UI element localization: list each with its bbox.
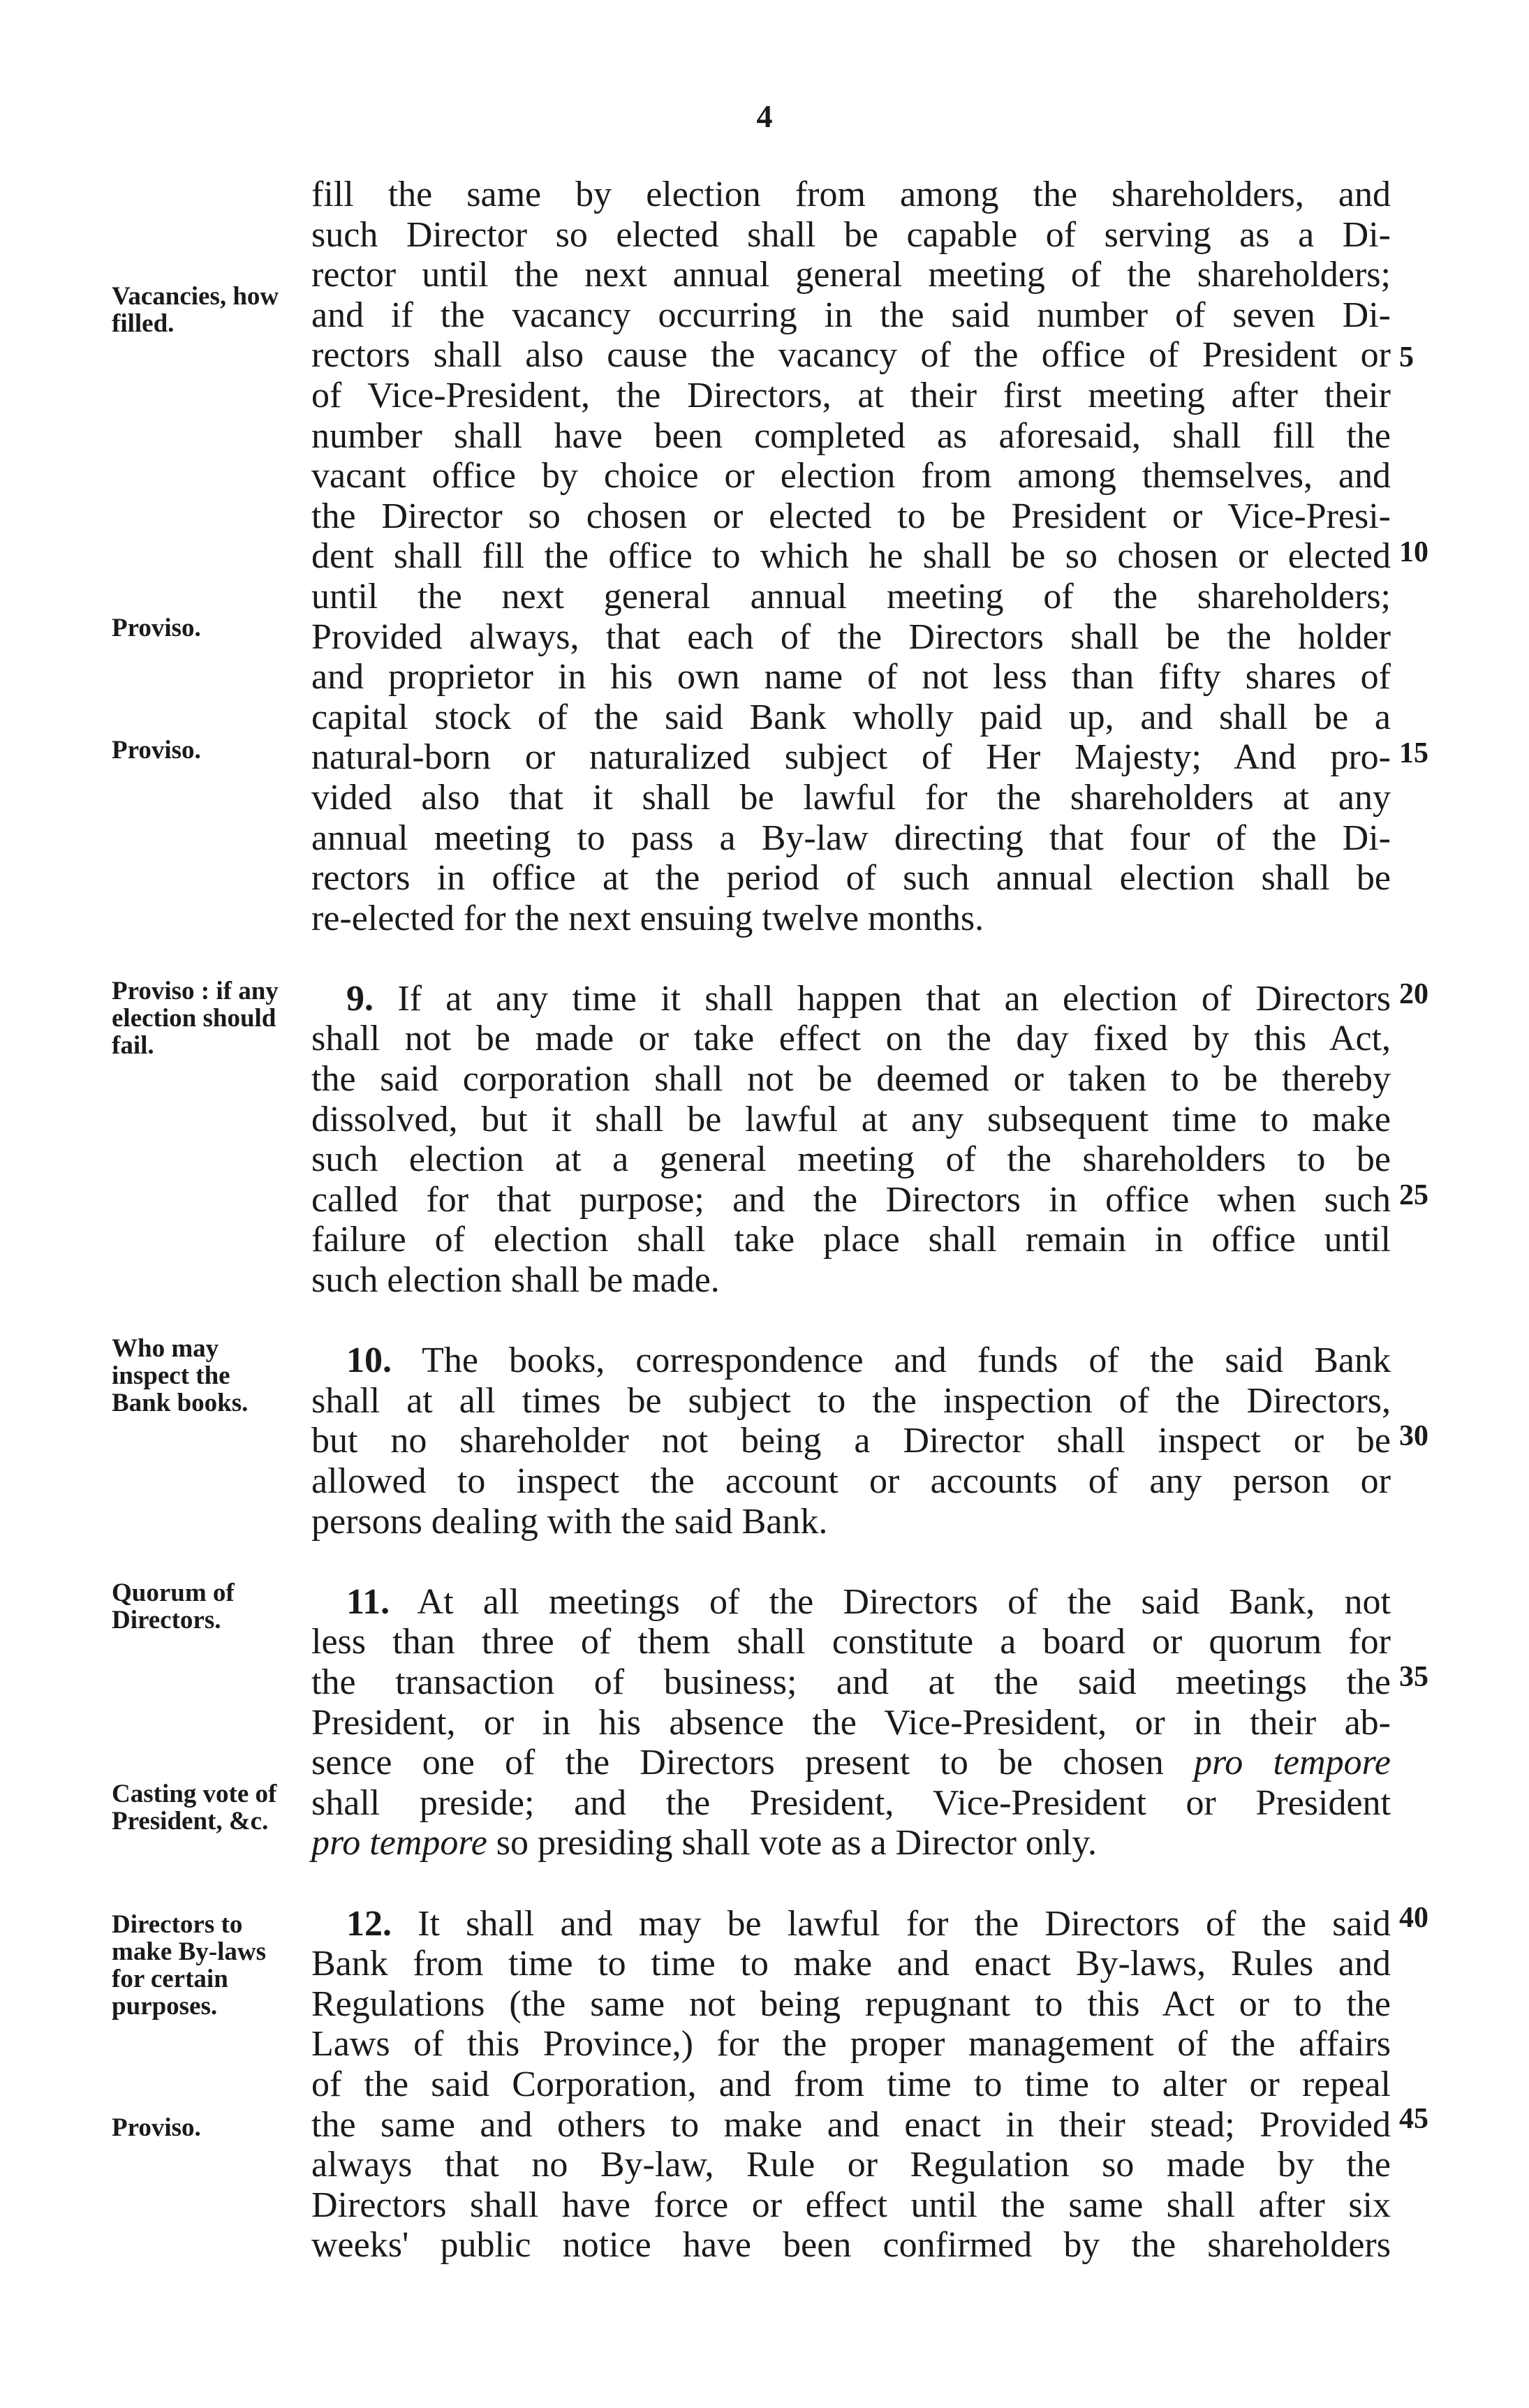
margin-note-inspect-books: Who may inspect the Bank books. [112, 1334, 249, 1417]
italic-term: pro tempore [311, 1823, 487, 1863]
margin-note-election-fail: Proviso : if any election should fail. [112, 977, 279, 1060]
text-line: the transaction of business; and at the said meetings the [311, 1662, 1391, 1702]
margin-note-vacancies: Vacancies, how filled. [112, 282, 279, 338]
text-line: fill the same by election from among the shareholders, and [311, 175, 1391, 214]
text-line: of Vice-President, the Directors, at their first meeting after their [311, 375, 1391, 415]
section-number: 10. [346, 1340, 392, 1381]
text-line: allowed to inspect the account or accounts of any person or [311, 1461, 1391, 1501]
line-number: 5 [1399, 341, 1414, 374]
text-line: but no shareholder not being a Director shall inspect or be [311, 1421, 1391, 1461]
text-line: until the next general annual meeting of the shareholders; [311, 576, 1391, 616]
text-line: rectors shall also cause the vacancy of the office of President or [311, 335, 1391, 376]
text-line: Regulations (the same not being repugnant to this Act or to the [311, 1984, 1391, 2024]
text-line: re-elected for the next ensuing twelve months. [311, 898, 984, 938]
margin-note-quorum: Quorum of Directors. [112, 1579, 235, 1634]
text-line: the same and others to make and enact in their stead; Provided [311, 2104, 1391, 2145]
line-number: 30 [1399, 1420, 1428, 1452]
line-number: 25 [1399, 1179, 1428, 1211]
text-line: persons dealing with the said Bank. [311, 1501, 828, 1542]
margin-note-proviso-2: Proviso. [112, 736, 201, 764]
text-line: and if the vacancy occurring in the said number of seven Di- [311, 295, 1391, 335]
section-number: 9. [346, 978, 374, 1019]
line-number: 35 [1399, 1661, 1428, 1693]
text-line: number shall have been completed as aforesaid, shall fill the [311, 415, 1391, 456]
section-10-first-line: 10. The books, correspondence and funds of the said Bank [346, 1340, 1391, 1381]
text-line: shall not be made or take effect on the day fixed by this Act, [311, 1019, 1391, 1059]
line-number: 20 [1399, 978, 1428, 1010]
text-line: weeks' public notice have been confirmed by the shareholders [311, 2225, 1391, 2266]
text-line: Bank from time to time to make and enact By-laws, Rules and [311, 1944, 1391, 1984]
text-line: Laws of this Province,) for the proper management of the affairs [311, 2024, 1391, 2064]
text-line: rectors in office at the period of such annual election shall be [311, 858, 1391, 899]
text-line: such election at a general meeting of the shareholders to be [311, 1139, 1391, 1180]
text-line: called for that purpose; and the Directors in office when such [311, 1179, 1391, 1220]
text-line: such election shall be made. [311, 1260, 720, 1301]
text-line: such Director so elected shall be capable of serving as a Di- [311, 214, 1391, 255]
text-line: pro tempore so presiding shall vote as a Director only. [311, 1823, 1097, 1863]
section-11-first-line: 11. At all meetings of the Directors of the said Bank, not [346, 1581, 1391, 1622]
text-line: natural-born or naturalized subject of Her Majesty; And pro- [311, 737, 1391, 778]
text-line: less than three of them shall constitute a board or quorum for [311, 1622, 1391, 1662]
text-line: always that no By-law, Rule or Regulation so made by the [311, 2145, 1391, 2185]
section-9-first-line: 9. If at any time it shall happen that an election of Directors [346, 978, 1391, 1019]
text-line: failure of election shall take place shall remain in office until [311, 1220, 1391, 1260]
line-number: 45 [1399, 2103, 1428, 2135]
text-line: capital stock of the said Bank wholly paid up, and shall be a [311, 697, 1391, 737]
text-line: President, or in his absence the Vice-President, or in their ab- [311, 1702, 1391, 1743]
text-line: annual meeting to pass a By-law directing that four of the Di- [311, 818, 1391, 858]
section-12-first-line: 12. It shall and may be lawful for the Directors of the said [346, 1903, 1391, 1944]
text-line: of the said Corporation, and from time to time to alter or repeal [311, 2064, 1391, 2104]
text-line: vacant office by choice or election from among themselves, and [311, 456, 1391, 496]
line-number: 40 [1399, 1902, 1428, 1934]
text-line: shall at all times be subject to the inspection of the Directors, [311, 1380, 1391, 1421]
page-number: 4 [756, 98, 773, 134]
line-number: 15 [1399, 737, 1428, 769]
text-line: Provided always, that each of the Directors shall be the holder [311, 616, 1391, 657]
text-line: shall preside; and the President, Vice-President or President [311, 1782, 1391, 1823]
line-number: 10 [1399, 536, 1428, 568]
text-line: sence one of the Directors present to be chosen pro tempore [311, 1743, 1391, 1783]
text-line: dent shall fill the office to which he shall be so chosen or elected [311, 536, 1391, 577]
text-line: rector until the next annual general meeting of the shareholders; [311, 255, 1391, 295]
margin-note-proviso-3: Proviso. [112, 2113, 201, 2142]
section-number: 11. [346, 1581, 390, 1622]
margin-note-casting-vote: Casting vote of President, &c. [112, 1780, 277, 1835]
text-line: dissolved, but it shall be lawful at any subsequent time to make [311, 1099, 1391, 1139]
document-body [311, 175, 1391, 2266]
text-line: the said corporation shall not be deemed or taken to be thereby [311, 1059, 1391, 1100]
text-line: and proprietor in his own name of not less than fifty shares of [311, 657, 1391, 697]
italic-term: pro tempore [1194, 1743, 1391, 1783]
text-line: the Director so chosen or elected to be President or Vice-Presi- [311, 496, 1391, 536]
margin-note-proviso-1: Proviso. [112, 614, 201, 642]
text-line: vided also that it shall be lawful for the shareholders at any [311, 777, 1391, 818]
margin-note-bylaws: Directors to make By-laws for certain purposes. [112, 1910, 266, 2021]
section-number: 12. [346, 1903, 392, 1944]
text-line: Directors shall have force or effect until the same shall after six [311, 2185, 1391, 2225]
